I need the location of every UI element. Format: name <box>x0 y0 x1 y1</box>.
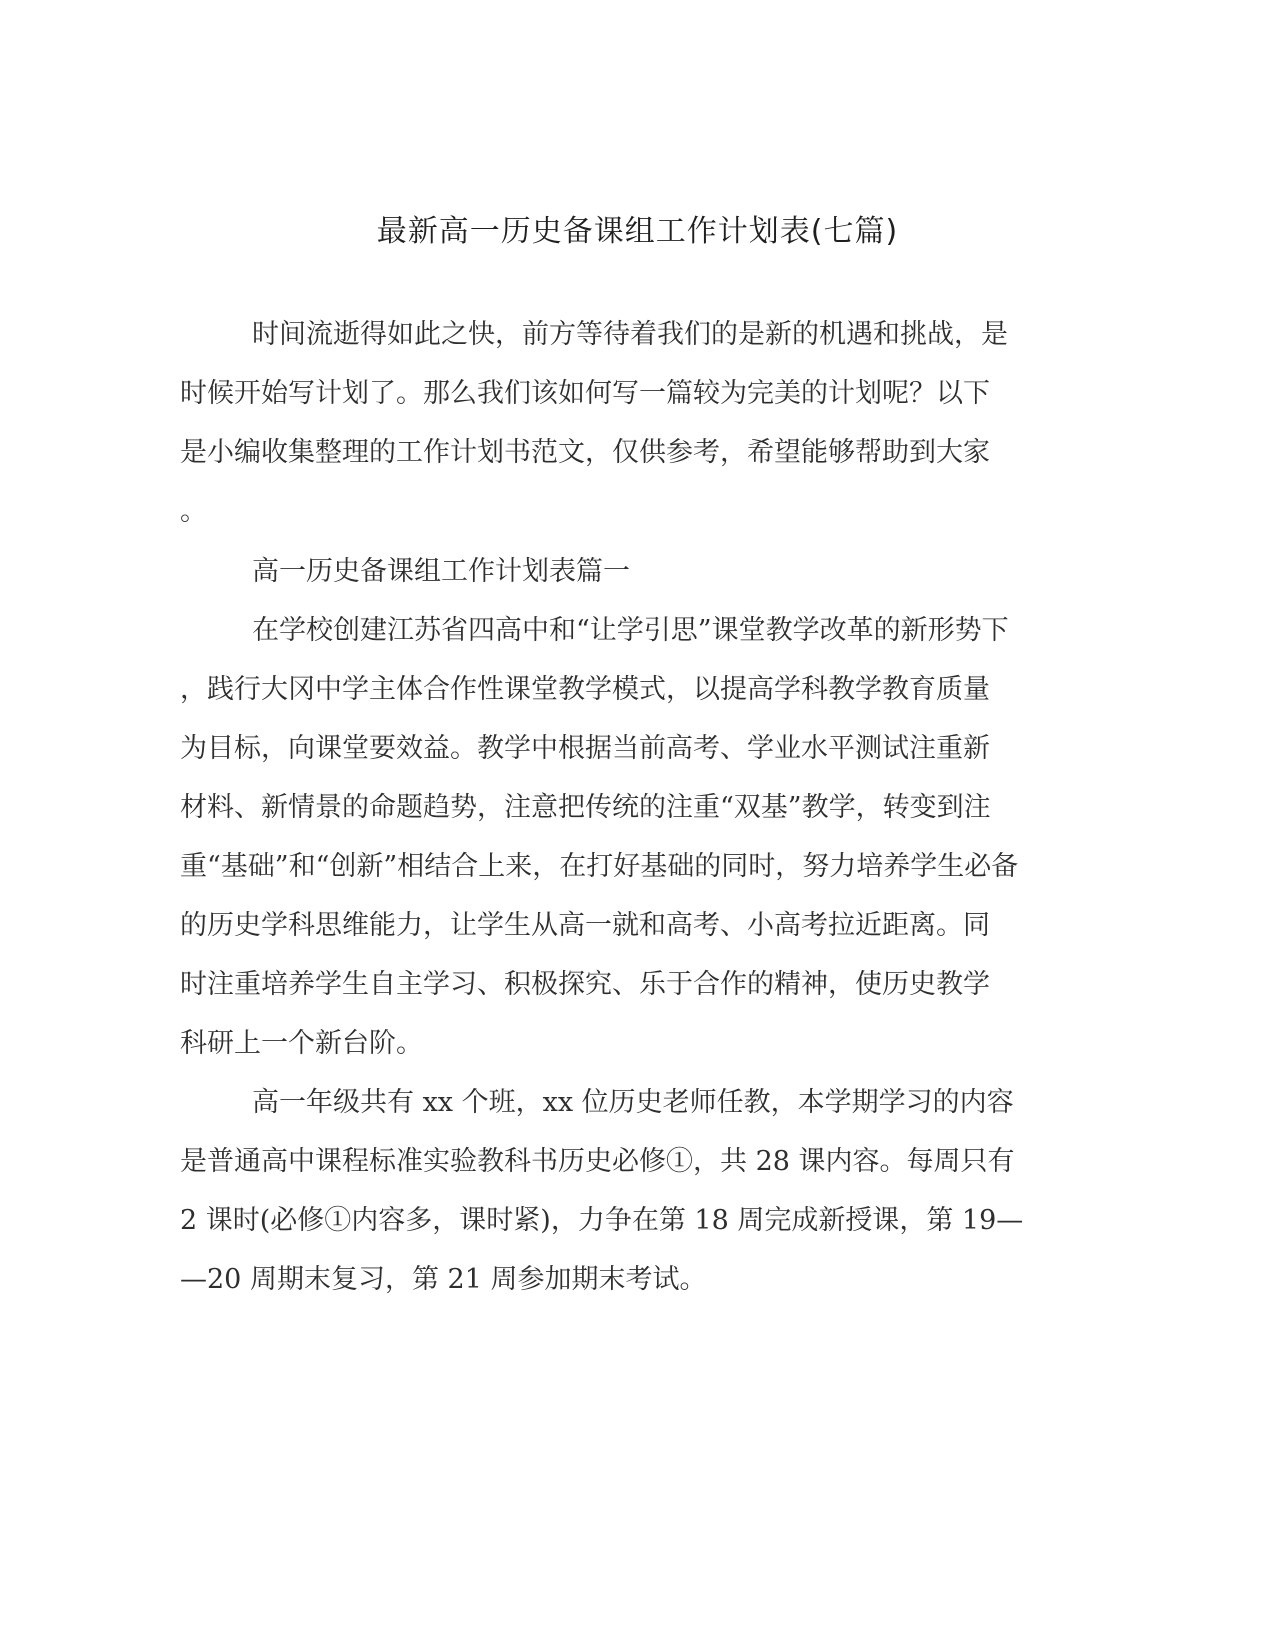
paragraph-line: 科研上一个新台阶。 <box>180 1028 423 1059</box>
paragraph-line: 重“基础”和“创新”相结合上来，在打好基础的同时，努力培养学生必备 <box>180 851 1019 882</box>
section-heading: 高一历史备课组工作计划表篇一 <box>252 556 630 587</box>
paragraph-line: 在学校创建江苏省四高中和“让学引思”课堂教学改革的新形势下 <box>252 615 1009 646</box>
paragraph-line: 时间流逝得如此之快，前方等待着我们的是新的机遇和挑战，是 <box>252 319 1008 350</box>
document-title: 最新高一历史备课组工作计划表(七篇) <box>376 214 899 249</box>
paragraph-line: —20 周期末复习，第 21 周参加期末考试。 <box>180 1264 707 1295</box>
paragraph-line: 时注重培养学生自主学习、积极探究、乐于合作的精神，使历史教学 <box>180 969 990 1000</box>
paragraph-line: 时候开始写计划了。那么我们该如何写一篇较为完美的计划呢？以下 <box>180 378 990 409</box>
paragraph-line: 是小编收集整理的工作计划书范文，仅供参考，希望能够帮助到大家 <box>180 437 990 468</box>
paragraph-line: 为目标，向课堂要效益。教学中根据当前高考、学业水平测试注重新 <box>180 733 990 764</box>
paragraph-line: 。 <box>180 496 207 527</box>
paragraph-line: ，践行大冈中学主体合作性课堂教学模式，以提高学科教学教育质量 <box>180 674 990 705</box>
paragraph-line: 2 课时(必修①内容多，课时紧)，力争在第 18 周完成新授课，第 19— <box>180 1205 1024 1236</box>
paragraph-line: 高一年级共有 xx 个班，xx 位历史老师任教，本学期学习的内容 <box>252 1087 1014 1118</box>
paragraph-line: 是普通高中课程标准实验教科书历史必修①，共 28 课内容。每周只有 <box>180 1146 1015 1177</box>
paragraph-line: 材料、新情景的命题趋势，注意把传统的注重“双基”教学，转变到注 <box>180 792 991 823</box>
paragraph-line: 的历史学科思维能力，让学生从高一就和高考、小高考拉近距离。同 <box>180 910 990 941</box>
